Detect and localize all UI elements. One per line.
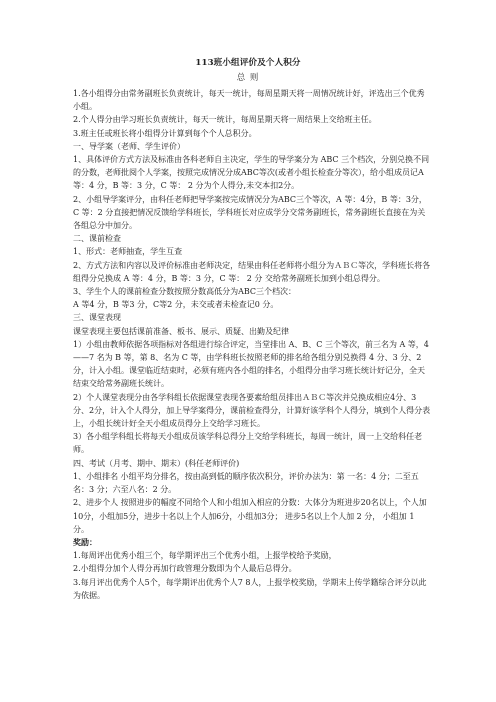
rule-line: 2.个人得分由学习班长负责统计，每天一统计，每周星期天将一周结果上交给班主任。 bbox=[73, 115, 377, 125]
rule-line: 3、学生个人的课前检查分数按照分数高低分为ABC三个档次： bbox=[73, 287, 297, 297]
rule-line: 2、进步个人 按照进步的幅度不同给个人和小组加入相应的分数：大体分为班进步20名以上，个人加10分，小组加5分，进步十名以上个人加6分，小组加3分； 进步5名以上个人加 2 分， 小组加 1 分。 bbox=[73, 498, 427, 534]
rule-line: 2、小组导学案评分，由科任老师把导学案按完成情况分为ABC三个等次，A 等：4分，B 等：3分，C 等：2 分直接把情况反馈给学科班长，学科班长对应成学分交常务副班长，常务副班长直接在为关各组总分中加分。 bbox=[73, 194, 427, 231]
rule-line: 1.各小组得分由常务副班长负责统计，每天一统计，每周星期天将一周情况统计好，评选出三个优秀小组。 bbox=[73, 89, 425, 112]
section-heading: 一、导学案（老师、学生评价） bbox=[73, 141, 185, 151]
rule-line: 课堂表现主要包括课前准备、板书、展示、质疑、出勤及纪律 bbox=[73, 326, 289, 336]
rule-line: A 等4 分，B 等3 分，C等2 分，未交或者未检查记0 分。 bbox=[73, 300, 279, 310]
rule-line: 2、方式方法和内容以及评价标准由老师决定，结果由科任老师将小组分为ＡＢＣ等次，学科班长将各组得分兑换成 A 等：4 分，B 等：3 分，C 等： 2 分 交给常务副班长加到小组总得分。 bbox=[73, 260, 431, 283]
section-heading: 四、考试（月考、期中、期末）(科任老师评价) bbox=[73, 458, 240, 468]
rule-line: 1、形式：老师抽查，学生互查 bbox=[73, 247, 183, 257]
document-title: 113班小组评价及个人积分 bbox=[195, 58, 301, 68]
section-heading: 二、课前检查 bbox=[73, 234, 121, 244]
reward-heading: 奖励： bbox=[73, 536, 97, 547]
rule-line: 3）各小组学科组长将每天小组成员该学科总得分上交给学科班长，每周一统计，周一上交给科任老师。 bbox=[73, 432, 423, 455]
rule-line: 3.班主任或班长将小组得分计算到每个个人总积分。 bbox=[73, 128, 257, 138]
document-body bbox=[73, 87, 431, 602]
rule-line: 1.每周评出优秀小组三个，每学期评出三个优秀小组，上报学校给予奖励， bbox=[73, 551, 337, 561]
rule-line: 2.小组得分加个人得分再加行政管理分数即为个人最后总得分。 bbox=[73, 564, 297, 574]
rule-line: 1）小组由教师依据各项指标对各组进行综合评定，当堂排出 A、B、C 三个等次，前三名为 A 等，4——7 名为 B 等，第 8、名为 C 等，由学科班长按照老师的排名给各组分别兑换得 4 分、3 分、2 分，计入小组。课堂临近结束时，必须有班内各小组的排名，小组得分由学习班长统计好记分，全天结束交给常务副班长统计。 bbox=[73, 339, 429, 389]
rule-line: 1、具体评价方式方法及标准由各科老师自主决定，学生的导学案分为 ABC 三个档次，分别兑换不同的分数，老师批阅个人学案，按照完成情况分成ABC等次(或者小组长检查分等次），给小组成员记A 等：4 分，B 等：3 分，C 等： 2 分为个人得分,未交本扣2分。 bbox=[73, 155, 430, 191]
rule-line: 1、小组排名 小组平均分排名，按由高到低的顺序依次积分，评价办法为：第 一名：4 分；二至五名：3 分；六至八名：2 分。 bbox=[73, 471, 419, 495]
section-heading: 三、课堂表现 bbox=[73, 313, 121, 323]
document-subtitle: 总 则 bbox=[236, 72, 260, 82]
rule-line: 2）个人课堂表现分由各学科组长依据课堂表现各要素给组员排出ＡＢＣ等次并兑换成相应4分、3分、2分，计入个人得分，加上导学案得分，课前检查得分，计算好该学科个人得分，填到个人得分表上，小组长统计好全天小组成员得分上交给学习班长。 bbox=[73, 392, 431, 429]
rule-line: 3.每月评出优秀个人5个，每学期评出优秀个人7 8人，上报学校奖励，学期末上传学籍综合评分以此为依据。 bbox=[73, 577, 427, 600]
